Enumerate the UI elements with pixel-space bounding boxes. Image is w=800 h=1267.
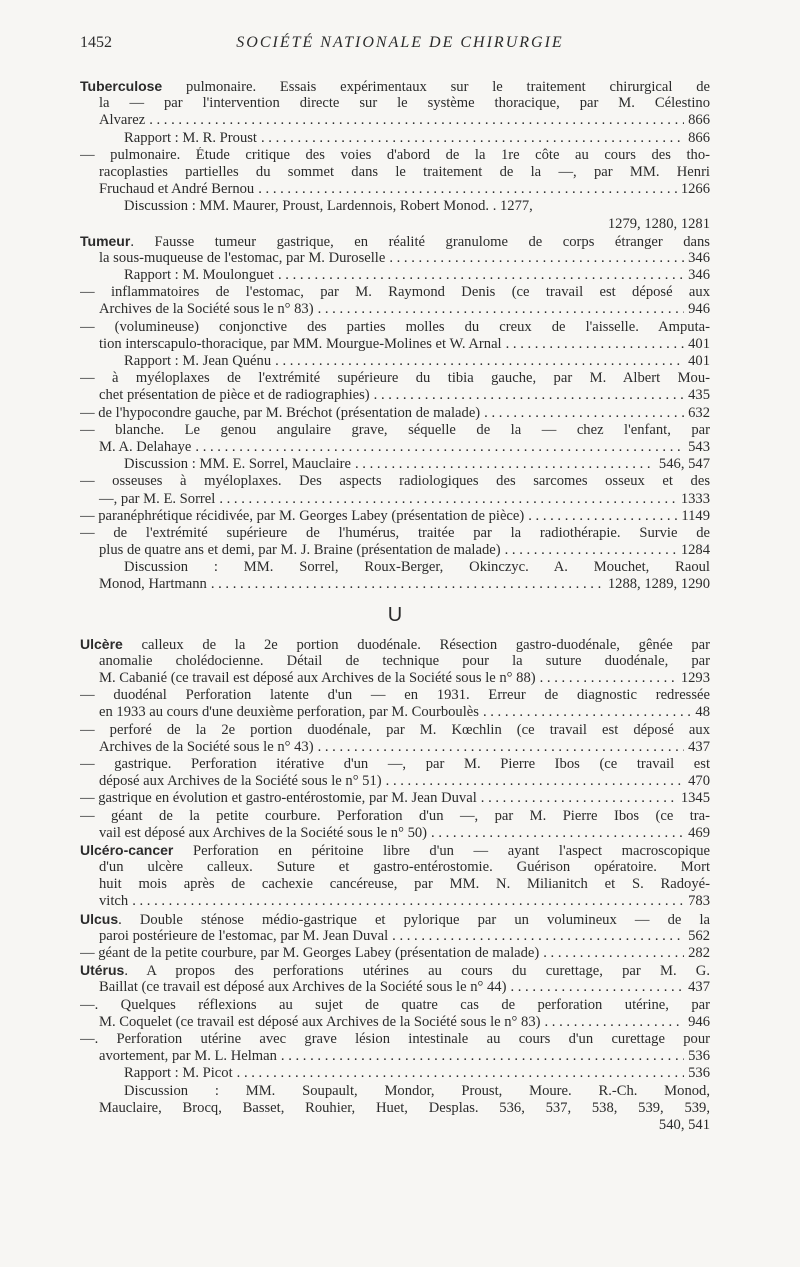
page-reference: 562 (688, 927, 710, 944)
index-line (80, 1083, 710, 1100)
index-line (80, 508, 710, 525)
entry-text: calleux de la 2e portion duodénale. Résection gastro-duodénale, gênée par (122, 636, 710, 653)
index-line (80, 773, 710, 790)
index-keyword: Tuberculose (80, 78, 163, 94)
page-reference: 346 (688, 267, 710, 284)
index-line (80, 1031, 710, 1048)
index-keyword: Tumeur (80, 232, 131, 249)
entry-text: tion interscapulo-thoracique, par MM. Mourgue-Molines et W. Arnal (99, 335, 502, 352)
index-line (80, 687, 710, 704)
entry-text: Rapport : M. R. Proust (124, 129, 257, 146)
entry-text: vail est déposé aux Archives de la Société sous le n° 50) (99, 824, 428, 841)
entry-text: —. Quelques réflexions au sujet de quatre cas de perforation utérine, par (80, 996, 710, 1013)
dot-leader (431, 825, 684, 842)
entry-text: en 1933 au cours d'une deuxième perforation, par M. Courboulès (99, 704, 479, 721)
page-reference: 866 (688, 129, 710, 146)
entry-text: — blanche. Le genou angulaire grave, séquelle de la — chez l'enfant, par (80, 421, 710, 438)
entry-text: Perforation en péritoine libre d'un — ayant l'aspect macroscopique (173, 842, 710, 859)
page-reference: 543 (688, 438, 710, 455)
dot-leader (149, 112, 684, 129)
entry-text: M. A. Delahaye (99, 438, 192, 455)
entry-text: la sous-muqueuse de l'estomac, par M. Duroselle (99, 249, 386, 266)
page-reference: 470 (688, 773, 710, 790)
index-block-t (80, 78, 710, 594)
entry-text: huit mois après de cachexie cancéreuse, par MM. N. Milianitch et S. Radoyé- (99, 876, 710, 893)
index-line (80, 542, 710, 559)
dot-leader (219, 491, 676, 508)
entry-text: . A propos des perforations utérines au cours du curettage, par M. G. (124, 963, 710, 980)
entry-text: — osseuses à myéloplaxes. Des aspects radiologiques des sarcomes osseux et des (80, 473, 710, 490)
entry-text: paroi postérieure de l'estomac, par M. Jean Duval (99, 927, 389, 944)
page-reference: 1293 (680, 670, 710, 686)
entry-text: Rapport : M. Picot (124, 1065, 233, 1082)
entry-text: d'un ulcère calleux. Suture et gastro-entérostomie. Guérison opératoire. Mort (99, 859, 710, 876)
entry-text: — de l'extrémité supérieure de l'humérus, traitée par la radiothérapie. Survie de (80, 524, 710, 541)
index-line (80, 198, 710, 215)
page-reference: 437 (688, 738, 710, 755)
page-reference: 946 (688, 1013, 710, 1030)
page-reference: 536 (688, 1048, 710, 1065)
dot-leader (195, 439, 684, 456)
entry-text: Archives de la Société sous le n° 43) (99, 738, 314, 755)
index-line (80, 301, 710, 318)
index-line (80, 1117, 710, 1134)
index-keyword: Utérus (80, 962, 125, 979)
index-line (80, 756, 710, 773)
page-reference: 866 (688, 112, 710, 129)
index-line (80, 284, 710, 301)
index-line (80, 319, 710, 336)
index-line (80, 370, 710, 387)
index-line (80, 439, 710, 456)
page-reference: 632 (688, 404, 710, 421)
dot-leader (545, 1014, 685, 1031)
entry-text: Discussion : MM. Maurer, Proust, Lardennois, Robert Monod. . 1277, (124, 198, 533, 215)
page-reference: 48 (695, 704, 710, 721)
dot-leader (483, 704, 691, 721)
page-reference: 435 (688, 387, 710, 404)
page-number: 1452 (80, 34, 112, 51)
index-line (80, 181, 710, 198)
entry-text: — géant de la petite courbure. Perforation d'un —, par M. Pierre Ibos (ce tra- (80, 807, 710, 824)
index-keyword: Ulcéro-cancer (80, 841, 174, 858)
page-reference: 1149 (681, 507, 710, 524)
entry-text: Discussion : MM. Sorrel, Roux-Berger, Okinczyc. A. Mouchet, Raoul (124, 559, 710, 576)
entry-text: racoplasties partielles du sommet dans le traitement de la —, par MM. Henri (99, 163, 710, 180)
page-reference: 1345 (680, 790, 710, 807)
entry-text: M. Cabanié (ce travail est déposé aux Archives de la Société sous le n° 88) (99, 670, 536, 686)
index-line (80, 250, 710, 267)
entry-text: anomalie cholédocienne. Détail de technique pour la suture duodénale, par (99, 652, 710, 669)
section-gap (80, 594, 710, 636)
index-line (80, 78, 710, 95)
index-line (80, 653, 710, 670)
dot-leader (389, 250, 684, 267)
index-line (80, 859, 710, 876)
index-line (80, 422, 710, 439)
page-reference: 1333 (680, 490, 710, 507)
index-line (80, 979, 710, 996)
index-line (80, 353, 710, 370)
index-line (80, 473, 710, 490)
dot-leader (374, 387, 684, 404)
entry-text: Discussion : MM. E. Sorrel, Mauclaire (124, 456, 351, 473)
index-line (80, 267, 710, 284)
page-header (80, 34, 720, 60)
index-line (80, 997, 710, 1014)
dot-leader (237, 1065, 684, 1082)
entry-text: — de l'hypocondre gauche, par M. Bréchot (présentation de malade) (80, 404, 481, 421)
dot-leader (392, 928, 684, 945)
page-reference: 1266 (680, 181, 710, 198)
entry-text: déposé aux Archives de la Société sous le n° 51) (99, 773, 382, 790)
index-line (80, 1048, 710, 1065)
index-line (80, 233, 710, 250)
index-line (80, 722, 710, 739)
dot-leader (505, 542, 677, 559)
entry-text: — (volumineuse) conjonctive des parties molles du creux de l'aisselle. Amputa- (80, 318, 710, 335)
index-line (80, 670, 710, 687)
dot-leader (386, 773, 684, 790)
page-reference: 946 (688, 301, 710, 318)
index-line (80, 911, 710, 928)
entry-text: — géant de la petite courbure, par M. Georges Labey (présentation de malade) (80, 945, 540, 961)
entry-text: M. Coquelet (ce travail est déposé aux Archives de la Société sous le n° 83) (99, 1013, 541, 1030)
dot-leader (355, 456, 655, 473)
dot-leader (278, 267, 684, 284)
entry-text: — à myéloplaxes de l'extrémité supérieure du tibia gauche, par M. Albert Mou- (80, 370, 710, 387)
page-reference: 282 (688, 945, 710, 961)
page-reference: 546, 547 (658, 456, 710, 473)
index-line (80, 164, 710, 181)
entry-text: Fruchaud et André Bernou (99, 181, 255, 198)
entry-text: — duodénal Perforation latente d'un — en 1931. Erreur de diagnostic redressée (80, 687, 710, 704)
entry-text: — perforé de la 2e portion duodénale, par M. Kœchlin (ce travail est déposé aux (80, 721, 710, 738)
index-line (80, 95, 710, 112)
entry-text: — inflammatoires de l'estomac, par M. Raymond Denis (ce travail est déposé aux (80, 284, 710, 301)
index-line (80, 876, 710, 893)
dot-leader (258, 181, 677, 198)
index-content (80, 78, 710, 1134)
entry-text: 540, 541 (658, 1116, 710, 1133)
index-line (80, 1065, 710, 1082)
entry-text: Alvarez (99, 112, 146, 129)
index-line (80, 112, 710, 129)
index-line (80, 893, 710, 910)
page-reference: 1284 (680, 542, 710, 559)
index-keyword: Ulcère (80, 635, 123, 652)
index-line (80, 1100, 710, 1117)
running-title: SOCIÉTÉ NATIONALE DE CHIRURGIE (236, 34, 564, 51)
page-reference: 1288, 1289, 1290 (607, 576, 710, 593)
index-line (80, 387, 710, 404)
entry-text: Rapport : M. Jean Quénu (124, 353, 272, 369)
entry-text: Mauclaire, Brocq, Basset, Rouhier, Huet, Desplas. 536, 537, 538, 539, 539, (99, 1099, 710, 1116)
index-line (80, 456, 710, 473)
entry-text: la — par l'intervention directe sur le système thoracique, par M. Célestino (99, 95, 710, 112)
index-line (80, 825, 710, 842)
entry-text: — gastrique. Perforation itérative d'un —, par M. Pierre Ibos (ce travail est (80, 755, 710, 772)
index-line (80, 216, 710, 233)
dot-leader (281, 1048, 684, 1065)
dot-leader (211, 576, 604, 593)
index-line (80, 739, 710, 756)
dot-leader (510, 979, 684, 996)
index-line (80, 636, 710, 653)
entry-text: — gastrique en évolution et gastro-entérostomie, par M. Jean Duval (80, 790, 477, 807)
entry-text: —, par M. E. Sorrel (99, 490, 216, 507)
dot-leader (318, 301, 685, 318)
dot-leader (132, 893, 684, 910)
dot-leader (506, 336, 685, 353)
index-line (80, 842, 710, 859)
page-reference: 536 (688, 1065, 710, 1082)
page-reference: 469 (688, 824, 710, 841)
dot-leader (318, 739, 685, 756)
index-line (80, 704, 710, 721)
entry-text: Baillat (ce travail est déposé aux Archives de la Société sous le n° 44) (99, 979, 507, 996)
entry-text: 1279, 1280, 1281 (607, 215, 710, 232)
entry-text: . Fausse tumeur gastrique, en réalité granulome de corps étranger dans (130, 233, 710, 250)
dot-leader (481, 790, 677, 807)
entry-text: Rapport : M. Moulonguet (124, 267, 274, 284)
index-line (80, 525, 710, 542)
index-line (80, 559, 710, 576)
entry-text: plus de quatre ans et demi, par M. J. Braine (présentation de malade) (99, 542, 501, 559)
page-reference: 346 (688, 249, 710, 266)
dot-leader (528, 508, 677, 525)
entry-text: Monod, Hartmann (99, 576, 207, 593)
index-line (80, 147, 710, 164)
entry-text: —. Perforation utérine avec grave lésion intestinale au cours d'un curettage pour (80, 1030, 710, 1047)
index-line (80, 130, 710, 147)
index-line (80, 945, 710, 962)
index-line (80, 576, 710, 593)
entry-text: Archives de la Société sous le n° 83) (99, 301, 314, 318)
index-line (80, 808, 710, 825)
page-reference: 401 (688, 335, 710, 352)
page-reference: 401 (688, 353, 710, 369)
index-line (80, 405, 710, 422)
index-line (80, 491, 710, 508)
dot-leader (540, 670, 677, 687)
dot-leader (275, 353, 684, 370)
entry-text: avortement, par M. L. Helman (99, 1048, 277, 1065)
index-line (80, 790, 710, 807)
dot-leader (484, 405, 684, 422)
dot-leader (261, 130, 684, 147)
entry-text: vitch (99, 893, 129, 910)
index-line (80, 962, 710, 979)
entry-text: . Double sténose médio-gastrique et pylorique par un volumineux — de la (118, 911, 710, 928)
entry-text: Discussion : MM. Soupault, Mondor, Proust, Moure. R.-Ch. Monod, (124, 1082, 710, 1099)
index-keyword: Ulcus (80, 910, 119, 927)
index-block-u (80, 636, 710, 1134)
page-reference: 783 (688, 893, 710, 910)
entry-text: — pulmonaire. Étude critique des voies d'abord de la 1re côte au cours des tho- (80, 146, 710, 163)
entry-text: pulmonaire. Essais expérimentaux sur le traitement chirurgical de (162, 79, 710, 95)
index-line (80, 1014, 710, 1031)
page-reference: 437 (688, 979, 710, 996)
section-letter: U (387, 603, 403, 626)
index-line (80, 336, 710, 353)
index-line (80, 928, 710, 945)
entry-text: — paranéphrétique récidivée, par M. Georges Labey (présentation de pièce) (80, 507, 525, 524)
entry-text: chet présentation de pièce et de radiographies) (99, 387, 370, 404)
dot-leader (543, 945, 684, 962)
